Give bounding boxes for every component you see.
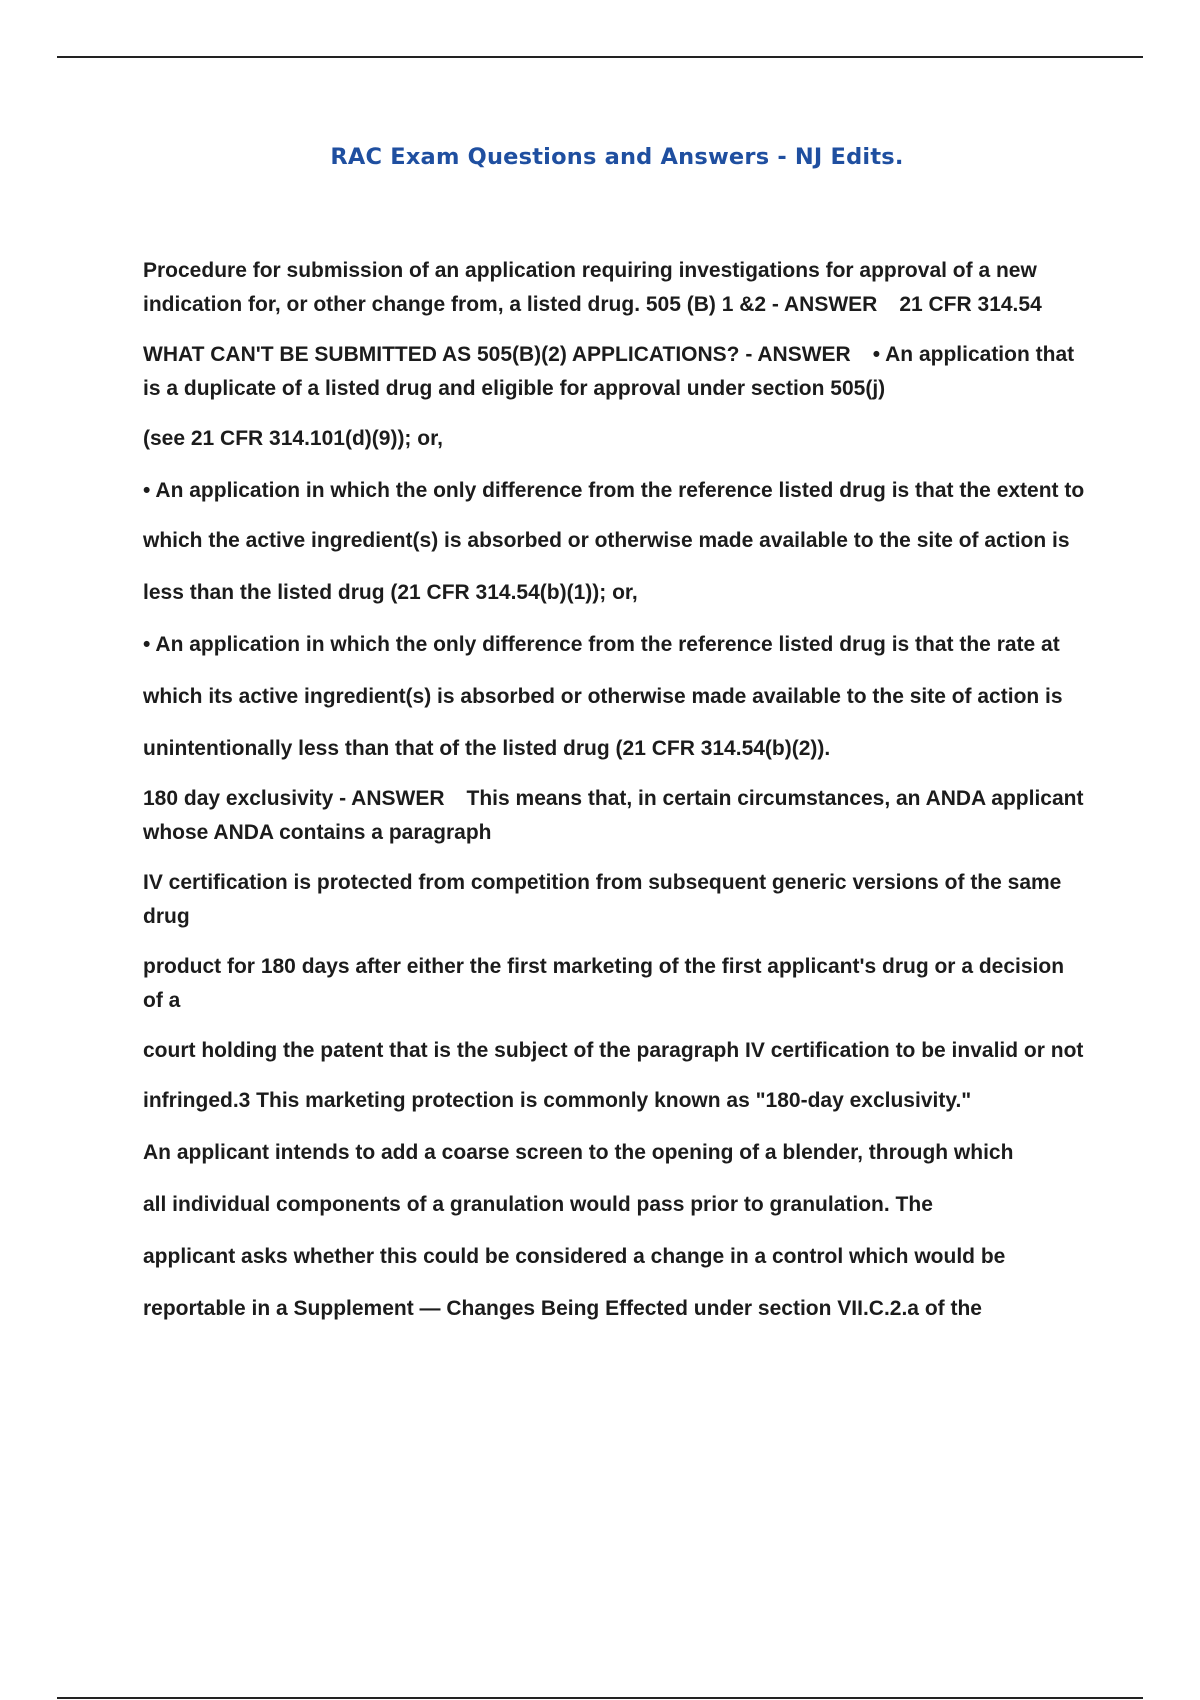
paragraph: court holding the patent that is the subject of the paragraph IV certification to be invalid or not bbox=[143, 1039, 1084, 1062]
paragraph: all individual components of a granulation would pass prior to granulation. The bbox=[143, 1193, 933, 1216]
paragraph bbox=[143, 338, 1088, 406]
paragraph: An applicant intends to add a coarse screen to the opening of a blender, through which bbox=[143, 1141, 1014, 1164]
paragraph: (see 21 CFR 314.101(d)(9)); or, bbox=[143, 427, 443, 450]
answer-text: This means that, in certain circumstances, an ANDA applicant whose ANDA contains a paragraph bbox=[143, 787, 1084, 844]
top-rule bbox=[57, 56, 1143, 58]
paragraph bbox=[143, 254, 1088, 322]
document-body bbox=[143, 254, 1088, 1344]
answer-text: 21 CFR 314.54 bbox=[899, 293, 1042, 316]
question-text: 180 day exclusivity - ANSWER bbox=[143, 787, 445, 810]
paragraph: unintentionally less than that of the listed drug (21 CFR 314.54(b)(2)). bbox=[143, 737, 831, 760]
paragraph: reportable in a Supplement — Changes Being Effected under section VII.C.2.a of the bbox=[143, 1297, 982, 1320]
answer-text: • An application that is a duplicate of a listed drug and eligible for approval under section 505(j) bbox=[143, 343, 1075, 400]
bottom-rule bbox=[57, 1697, 1143, 1699]
paragraph: less than the listed drug (21 CFR 314.54(b)(1)); or, bbox=[143, 581, 638, 604]
paragraph: which the active ingredient(s) is absorbed or otherwise made available to the site of action is bbox=[143, 529, 1070, 552]
paragraph: infringed.3 This marketing protection is commonly known as "180-day exclusivity." bbox=[143, 1089, 972, 1112]
paragraph: IV certification is protected from competition from subsequent generic versions of the same drug bbox=[143, 871, 1062, 928]
document-title: RAC Exam Questions and Answers - NJ Edits. bbox=[330, 144, 904, 170]
paragraph: • An application in which the only difference from the reference listed drug is that the rate at bbox=[143, 633, 1060, 656]
paragraph bbox=[143, 782, 1088, 850]
question-text: Procedure for submission of an application requiring investigations for approval of a new indication for, or other change from, a listed drug. 505 (B) 1 &2 - ANSWER bbox=[143, 259, 1037, 316]
paragraph: which its active ingredient(s) is absorbed or otherwise made available to the site of action is bbox=[143, 685, 1063, 708]
paragraph: product for 180 days after either the first marketing of the first applicant's drug or a decision of a bbox=[143, 955, 1065, 1012]
paragraph: applicant asks whether this could be considered a change in a control which would be bbox=[143, 1245, 1006, 1268]
question-text: WHAT CAN'T BE SUBMITTED AS 505(B)(2) APPLICATIONS? - ANSWER bbox=[143, 343, 851, 366]
paragraph: • An application in which the only difference from the reference listed drug is that the extent to bbox=[143, 479, 1085, 502]
